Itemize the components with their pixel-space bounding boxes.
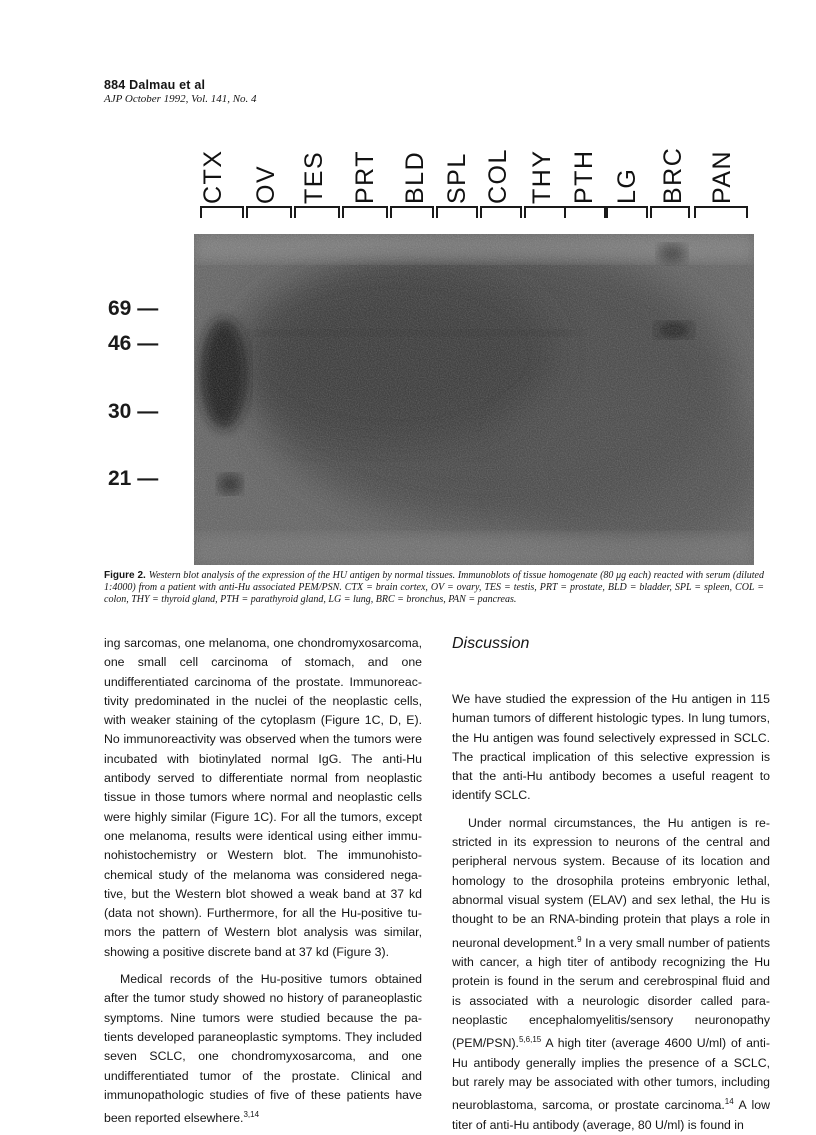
section-heading-discussion: Discussion xyxy=(452,635,530,652)
lane-bracket xyxy=(564,206,606,218)
citation-ref: 5,6,15 xyxy=(518,1035,542,1045)
lane-label-bld: BLD xyxy=(401,150,429,204)
lane-bracket xyxy=(606,206,648,218)
lane-label-spl: SPL xyxy=(443,152,471,204)
caption-lead: Figure 2. xyxy=(104,570,146,581)
journal-citation: AJP October 1992, Vol. 141, No. 4 xyxy=(104,93,257,105)
paragraph xyxy=(452,814,770,1135)
right-column xyxy=(452,634,770,1135)
lane-label-pan: PAN xyxy=(708,149,736,204)
paragraph: ing sarcomas, one melanoma, one chondromyxosarcoma, one small cell carcinoma of stomach, and one undifferentiated carcinoma of the prostate. Immunoreactivity predominated in the nuclei of the neoplastic cells, with weaker staining of the cytoplasm (Figure 1C, D, E). No immunoreactivity was observed when the tumors were incubated with biotinylated normal IgG. The anti-Hu antibody served to differentiate normal from neoplastic tissue in those tumors where normal and neoplastic cells were highly similar (Figure 1C). For all the tumors, except one melanoma, results were identical using either immunohistochemistry or Western blot. The immunohistochemical study of the melanoma was considered negative, but the Western blot showed a weak band at 37 kd (data not shown). Furthermore, for all the Hu-positive tumors the pattern of Western blot analysis was similar, showing a positive discrete band at 37 kd (Figure 3). xyxy=(104,636,422,959)
mw-marker-30: 30 — xyxy=(108,400,159,423)
paragraph-text: A high titer (average 4600 U/ml) of anti-Hu antibody generally implies the presence of a SCLC, but rarely may be associated with other tumors, including neuroblastoma, sarcoma, or prostate carcinoma. xyxy=(452,1036,770,1113)
lane-bracket xyxy=(294,206,340,218)
lane-bracket xyxy=(390,206,434,218)
left-column xyxy=(104,634,422,1129)
lane-label-thy: THY xyxy=(528,149,556,204)
lane-bracket xyxy=(650,206,690,218)
running-head xyxy=(104,78,257,105)
paragraph-text: Medical records of the Hu-positive tumors obtained after the tumor study showed no history of paraneoplastic symptoms. Nine tumors were studied because the patients developed paraneoplastic symptoms. They included seven SCLC, one chondromyxosarcoma, and one undifferentiated tumor of the prostate. Clinical and immunopathologic studies of five of these patients have been reported elsewhere. xyxy=(104,972,422,1126)
lane-label-tes: TES xyxy=(300,150,328,204)
lane-label-ov: OV xyxy=(252,164,280,204)
mw-marker-21: 21 — xyxy=(108,467,159,490)
paragraph xyxy=(104,970,422,1128)
lane-label-prt: PRT xyxy=(351,149,379,204)
citation-ref: 9 xyxy=(577,934,582,944)
figure-2 xyxy=(104,140,764,565)
lane-label-ctx: CTX xyxy=(199,149,227,204)
lane-bracket xyxy=(200,206,244,218)
citation-ref: 3,14 xyxy=(243,1110,260,1120)
figure-caption xyxy=(104,570,764,606)
lane-label-pth: PTH xyxy=(570,149,598,204)
paragraph-text: Under normal circumstances, the Hu antigen is restricted in its expression to neurons of the central and peripheral nervous system. Because of its location and homology to the drosophila proteins embryonic lethal, abnormal visual system (ELAV) and sex lethal, the Hu is thought to be an RNA-binding protein that plays a role in neuronal development. xyxy=(452,815,770,950)
lane-bracket xyxy=(694,206,748,218)
lane-bracket xyxy=(246,206,292,218)
lane-bracket xyxy=(342,206,388,218)
paragraph-text: A low titer of anti-Hu antibody (average, 80 U/ml) is found in xyxy=(452,1098,770,1132)
paragraph: We have studied the expression of the Hu antigen in 115 human tumors of different histologic types. In lung tumors, the Hu antigen was found selectively expressed in SCLC. The practical implication of this selective expression is that the anti-Hu antibody becomes a useful reagent to identify SCLC. xyxy=(452,692,770,803)
caption-text: Western blot analysis of the expression of the HU antigen by normal tissues. Immunoblots of tissue homogenate (80 μg each) reacted with serum (diluted 1:4000) from a patient with anti-Hu associated PEM/PSN. CTX = brain cortex, OV = ovary, TES = testis, PRT = prostate, BLD = bladder, SPL = spleen, COL = colon, THY = thyroid gland, PTH = parathyroid gland, LG = lung, BRC = bronchus, PAN = pancreas. xyxy=(104,570,764,605)
lane-bracket xyxy=(436,206,478,218)
lane-bracket xyxy=(524,206,566,218)
paragraph-text: In a very small number of patients with cancer, a high titer of antibody recognizing the Hu protein is found in the serum and cerebrospinal fluid and is associated with a neurologic disorder called paraneoplastic encephalomyelitis/sensory neuronopathy (PEM/PSN). xyxy=(452,935,770,1051)
western-blot-image xyxy=(194,234,754,565)
blot-texture xyxy=(194,234,754,565)
citation-ref: 14 xyxy=(724,1097,734,1107)
lane-label-lg: LG xyxy=(613,167,641,204)
mw-marker-69: 69 — xyxy=(108,297,159,320)
page-number-author: 884 Dalmau et al xyxy=(104,78,206,92)
lane-label-col: COL xyxy=(484,148,512,204)
lane-bracket xyxy=(480,206,522,218)
mw-marker-46: 46 — xyxy=(108,332,159,355)
lane-label-brc: BRC xyxy=(659,146,687,204)
